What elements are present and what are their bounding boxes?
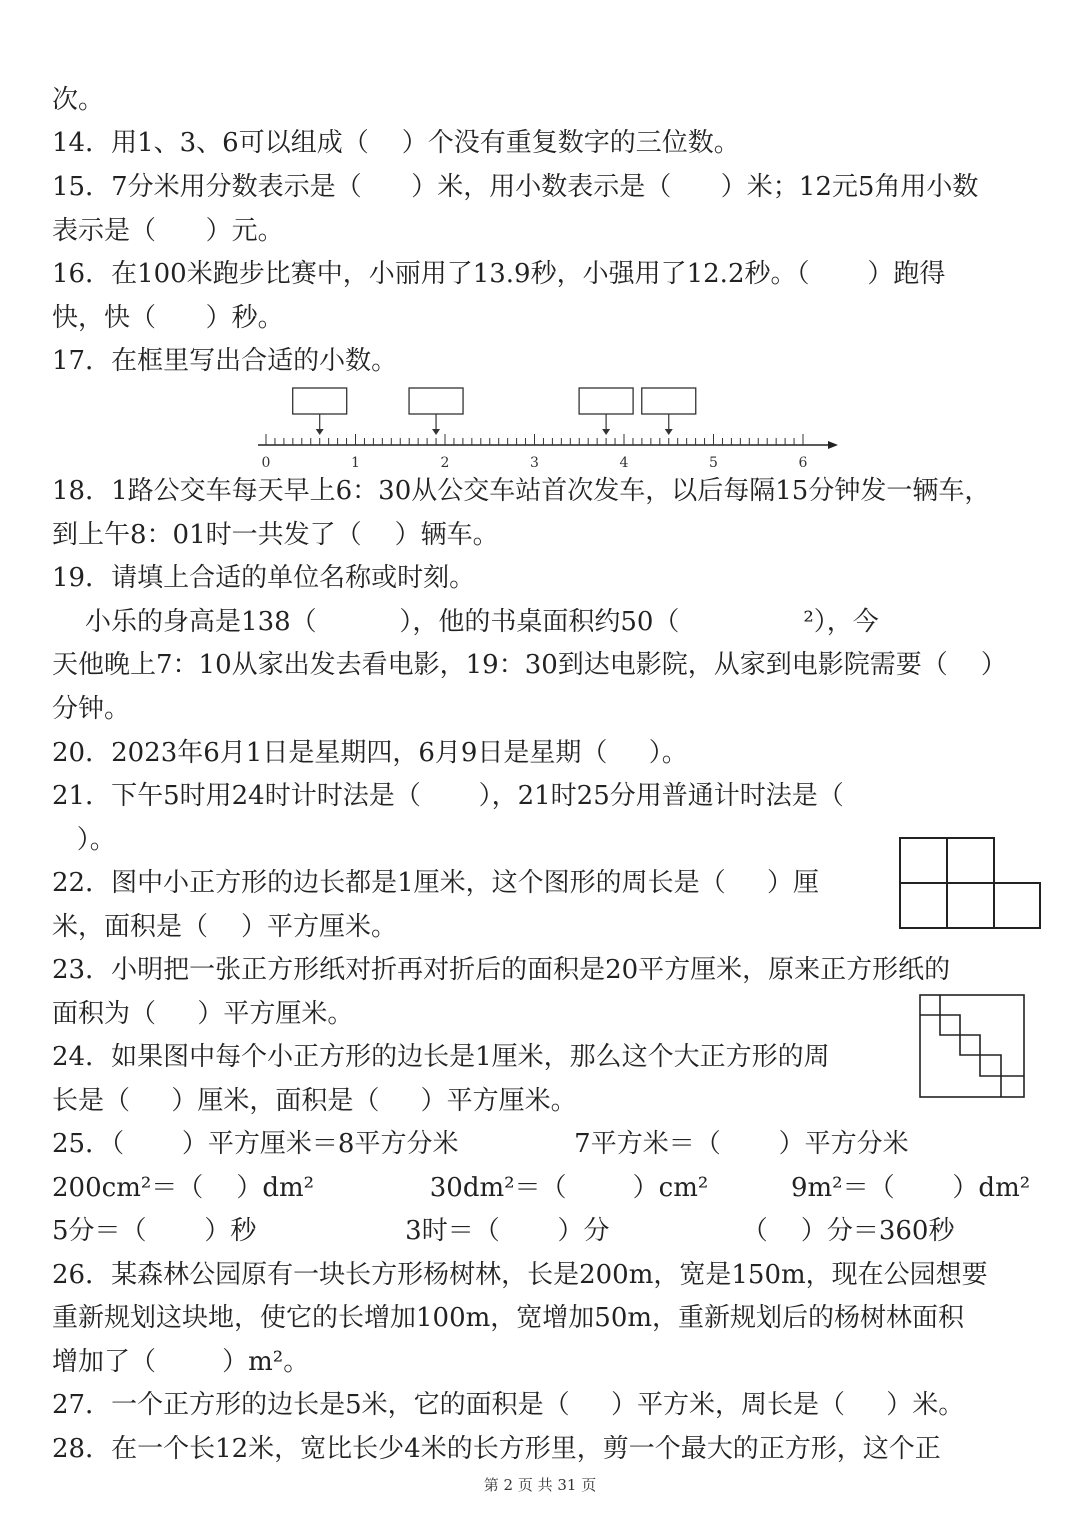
text-line: ）。: [52, 825, 116, 855]
pointer-arrow-icon: [665, 429, 673, 435]
answer-box: [579, 388, 633, 414]
text-line: 14．用1、3、6可以组成（ ）个没有重复数字的三位数。: [52, 128, 740, 158]
text-line: 面积为（ ）平方厘米。: [52, 999, 354, 1029]
text-line: 5分＝（ ）秒 3时＝（ ）分 （ ）分＝360秒: [52, 1216, 955, 1246]
text-line: 快，快（ ）秒。: [52, 303, 284, 333]
text-line: 长是（ ）厘米，面积是（ ）平方厘米。: [52, 1086, 577, 1116]
tick-label: 4: [619, 455, 629, 471]
grid-figure-q22: [895, 833, 1045, 933]
tick-label: 5: [709, 455, 718, 471]
tick-label: 2: [440, 455, 450, 471]
pointer-arrow-icon: [602, 429, 610, 435]
text-line: 米，面积是（ ）平方厘米。: [52, 912, 398, 942]
text-line: 表示是（ ）元。: [52, 216, 284, 246]
text-line: 18．1路公交车每天早上6：30从公交车站首次发车，以后每隔15分钟发一辆车，: [52, 476, 991, 506]
text-line: 天他晚上7：10从家出发去看电影，19：30到达电影院，从家到电影院需要（ ）: [52, 650, 1007, 680]
answer-box: [293, 388, 347, 414]
text-line: 分钟。: [52, 694, 131, 724]
text-line: 16．在100米跑步比赛中，小丽用了13.9秒，小强用了12.2秒。（ ）跑得: [52, 259, 946, 289]
text-line: 19．请填上合适的单位名称或时刻。: [52, 563, 476, 593]
text-line: 27．一个正方形的边长是5米，它的面积是（ ）平方米，周长是（ ）米。: [52, 1390, 965, 1420]
text-line: 到上午8：01时一共发了（ ）辆车。: [52, 520, 499, 550]
page-footer: 第 2 页 共 31 页: [483, 1476, 597, 1494]
tick-label: 0: [261, 455, 271, 471]
text-line: 28．在一个长12米，宽比长少4米的长方形里，剪一个最大的正方形，这个正: [52, 1434, 941, 1464]
answer-box: [642, 388, 696, 414]
text-line: 次。: [52, 85, 105, 115]
text-line: 17．在框里写出合适的小数。: [52, 346, 398, 376]
text-line: 25．（ ）平方厘米＝8平方分米 7平方米＝（ ）平方分米: [52, 1129, 909, 1159]
tick-label: 6: [798, 455, 808, 471]
square: [994, 883, 1040, 928]
text-line: 22．图中小正方形的边长都是1厘米，这个图形的周长是（ ）厘: [52, 868, 819, 898]
tick-label: 3: [530, 455, 539, 471]
square: [947, 838, 994, 883]
text-line: 23．小明把一张正方形纸对折再对折后的面积是20平方厘米，原来正方形纸的: [52, 955, 951, 985]
text-line: 小乐的身高是138（ ），他的书桌面积约50（ ²），今: [52, 607, 879, 637]
square: [900, 838, 947, 883]
staircase-square-figure-q24: [915, 990, 1030, 1102]
text-line: 20．2023年6月1日是星期四，6月9日是星期（ ）。: [52, 738, 688, 768]
answer-box: [409, 388, 463, 414]
square: [947, 883, 994, 928]
text-line: 26．某森林公园原有一块长方形杨树林，长是200m，宽是150m，现在公园想要: [52, 1260, 988, 1290]
pointer-arrow-icon: [316, 429, 324, 435]
text-line: 重新规划这块地，使它的长增加100m，宽增加50m，重新规划后的杨树林面积: [52, 1303, 965, 1333]
pointer-arrow-icon: [432, 429, 440, 435]
text-line: 200cm²＝（ ）dm² 30dm²＝（ ）cm² 9m²＝（ ）dm²: [52, 1173, 1031, 1203]
tick-label: 1: [351, 455, 360, 471]
square: [900, 883, 947, 928]
number-line-figure: [250, 380, 850, 475]
text-line: 24．如果图中每个小正方形的边长是1厘米，那么这个大正方形的周: [52, 1042, 830, 1072]
text-line: 21．下午5时用24时计时法是（ ），21时25分用普通计时法是（: [52, 781, 844, 811]
text-line: 增加了（ ）m²。: [52, 1347, 310, 1377]
text-line: 15．7分米用分数表示是（ ）米，用小数表示是（ ）米；12元5角用小数: [52, 172, 979, 202]
axis-arrow-icon: [828, 441, 838, 449]
